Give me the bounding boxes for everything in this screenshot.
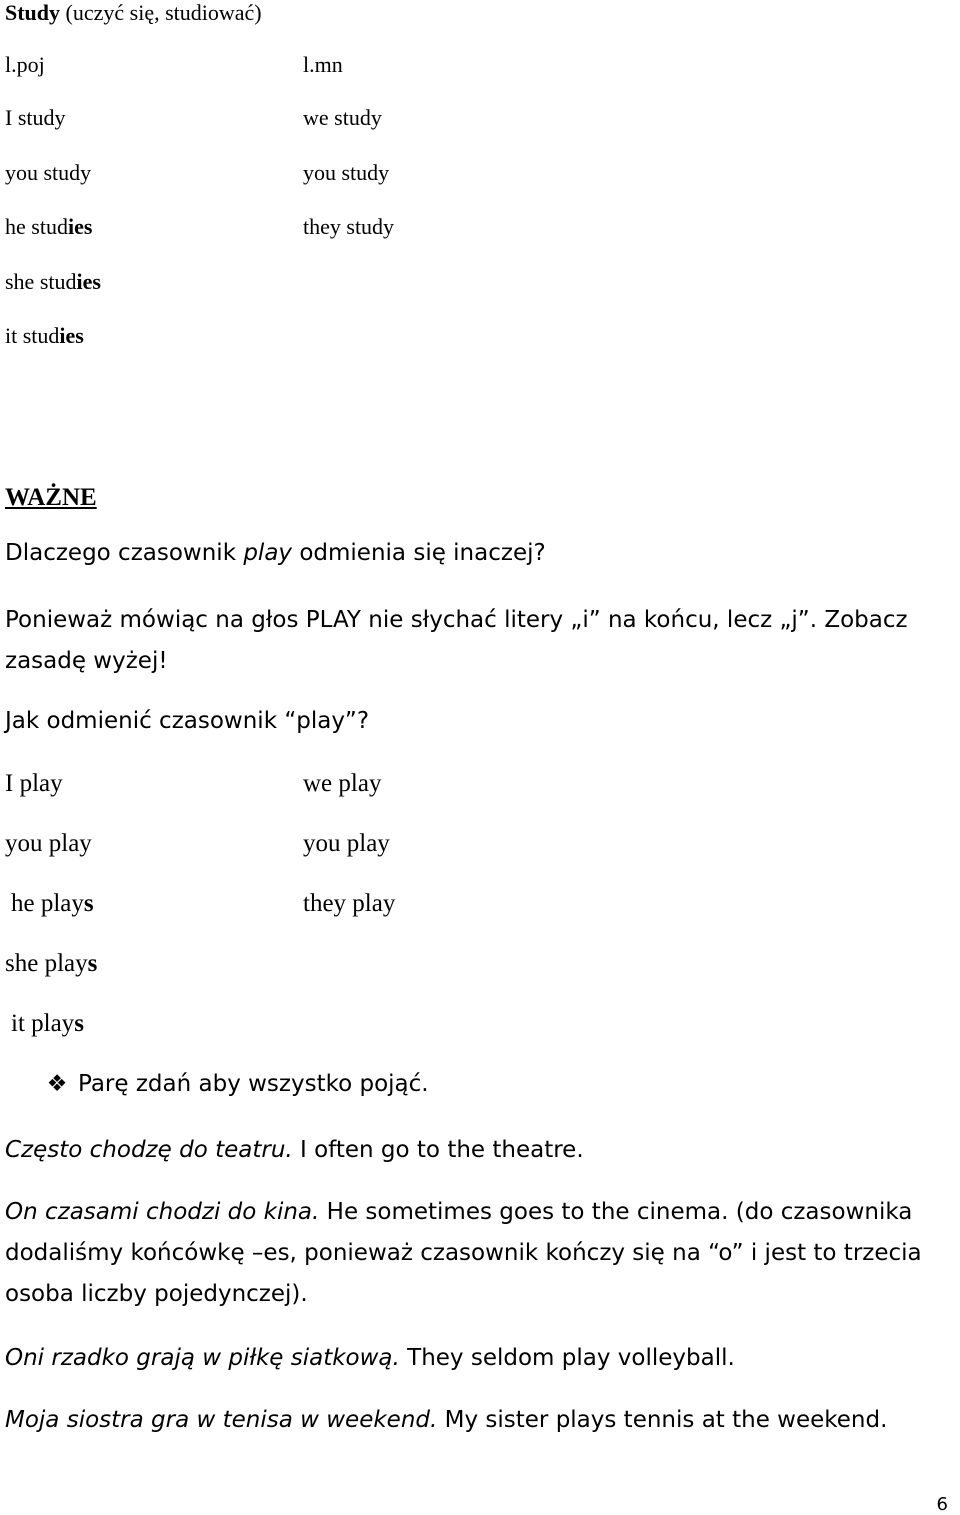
play-plural-row: you play xyxy=(303,830,390,857)
study-header-plural: l.mn xyxy=(303,52,343,77)
study-plural-row: we study xyxy=(303,105,382,130)
study-singular-row: he studies xyxy=(5,214,93,239)
study-singular-row: I study xyxy=(5,105,66,130)
play-singular-row: I play xyxy=(5,770,63,797)
study-title-rest: (uczyć się, studiować) xyxy=(60,0,262,25)
important-question: Dlaczego czasownik play odmienia się inaczej? xyxy=(5,540,546,566)
diamond-bullet-icon: ❖ xyxy=(46,1071,68,1097)
example-sentence: Moja siostra gra w tenisa w weekend. My sister plays tennis at the weekend. xyxy=(5,1407,888,1433)
bullet-text: Parę zdań aby wszystko pojąć. xyxy=(78,1071,429,1097)
example-sentence: Często chodzę do teatru. I often go to the theatre. xyxy=(5,1137,584,1163)
important-heading: WAŻNE xyxy=(5,484,97,511)
study-title-bold: Study xyxy=(5,0,61,25)
important-answer: Ponieważ mówiąc na głos PLAY nie słychać litery „i” na końcu, lecz „j”. Zobacz zasadę wyżej! xyxy=(5,607,908,674)
play-singular-row: she plays xyxy=(5,950,98,977)
study-plural-row: they study xyxy=(303,214,395,239)
how-to-question: Jak odmienić czasownik “play”? xyxy=(5,708,370,734)
example-sentence: On czasami chodzi do kina. He sometimes goes to the cinema. (do czasownika dodaliśmy końcówkę –es, ponieważ czasownik kończy się na “o” i jest to trzecia osoba liczby pojedynczej). xyxy=(5,1199,922,1307)
study-plural-row: you study xyxy=(303,160,390,185)
study-header-singular: l.poj xyxy=(5,52,45,77)
play-singular-row: you play xyxy=(5,830,92,857)
example-sentence: Oni rzadko grają w piłkę siatkową. They seldom play volleyball. xyxy=(5,1345,735,1371)
study-singular-row: you study xyxy=(5,160,92,185)
play-plural-row: they play xyxy=(303,890,396,917)
bullet-item xyxy=(46,1071,429,1097)
play-plural-row: we play xyxy=(303,770,382,797)
play-singular-row: he plays xyxy=(11,890,94,917)
study-heading xyxy=(5,0,262,26)
study-singular-row: it studies xyxy=(5,323,84,348)
page-number: 6 xyxy=(936,1494,948,1515)
play-singular-row: it plays xyxy=(11,1010,84,1037)
study-singular-row: she studies xyxy=(5,269,101,294)
